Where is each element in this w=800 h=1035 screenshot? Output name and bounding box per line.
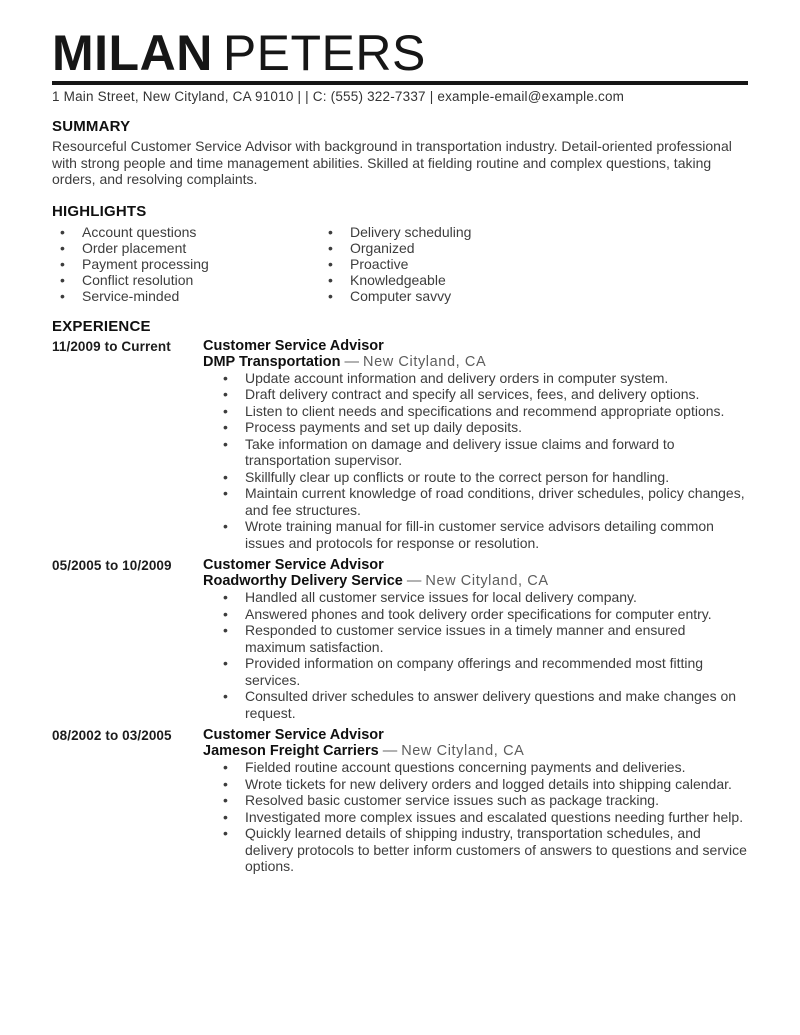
last-name: PETERS (222, 25, 426, 81)
job-bullet: • Skillfully clear up conflicts or route to the correct person for handling. (203, 469, 748, 486)
highlights-column-1 (52, 224, 320, 304)
job-bullets (203, 759, 748, 875)
highlight-item: • Organized (320, 240, 471, 256)
highlight-item: • Delivery scheduling (320, 224, 471, 240)
highlight-item: • Computer savvy (320, 288, 471, 304)
company-location-separator: — (344, 353, 359, 370)
summary-heading: SUMMARY (52, 118, 131, 135)
experience-heading: EXPERIENCE (52, 317, 151, 335)
resume-header (52, 25, 748, 104)
job-company: DMP Transportation (203, 353, 341, 370)
job-location: New Cityland, CA (363, 353, 487, 370)
job-body (203, 727, 748, 875)
job-title: Customer Service Advisor (203, 557, 384, 573)
highlight-item: • Order placement (52, 240, 320, 256)
job-bullet: • Consulted driver schedules to answer delivery questions and make changes on request. (203, 688, 748, 721)
job-location: New Cityland, CA (425, 573, 549, 589)
job-location: New Cityland, CA (401, 743, 525, 759)
job-bullet: • Resolved basic customer service issues such as package tracking. (203, 792, 748, 809)
job-bullet: • Answered phones and took delivery order specifications for computer entry. (203, 606, 748, 623)
job-entry (52, 727, 748, 875)
job-body (203, 338, 748, 552)
highlight-item: • Conflict resolution (52, 272, 320, 288)
highlight-item: • Knowledgeable (320, 272, 471, 288)
job-bullet: • Process payments and set up daily deposits. (203, 419, 748, 436)
company-location-separator: — (406, 573, 422, 589)
experience-section (52, 318, 748, 875)
job-list (52, 338, 748, 875)
highlight-item: • Payment processing (52, 256, 320, 272)
job-bullet: • Update account information and delivery orders in computer system. (203, 370, 748, 387)
name-heading (52, 25, 748, 81)
highlights-section (52, 203, 748, 304)
job-bullet: • Take information on damage and delivery issue claims and forward to transportation supervisor. (203, 436, 748, 469)
header-rule (52, 81, 748, 85)
highlight-item: • Account questions (52, 224, 320, 240)
job-dates: 08/2002 to 03/2005 (52, 728, 172, 743)
job-company-line (203, 743, 748, 759)
job-bullet: • Listen to client needs and specifications and recommend appropriate options. (203, 403, 748, 420)
job-bullet: • Quickly learned details of shipping industry, transportation schedules, and delivery protocols to better inform customers of answers to questions and service options. (203, 825, 748, 875)
job-bullets (203, 589, 748, 721)
job-title: Customer Service Advisor (203, 727, 384, 743)
job-bullets (203, 370, 748, 552)
highlight-item: • Service-minded (52, 288, 320, 304)
job-dates: 05/2005 to 10/2009 (52, 558, 172, 573)
job-company: Jameson Freight Carriers (203, 743, 379, 759)
job-bullet: • Draft delivery contract and specify all services, fees, and delivery options. (203, 386, 748, 403)
company-location-separator: — (382, 743, 398, 759)
job-bullet: • Handled all customer service issues for local delivery company. (203, 589, 748, 606)
job-bullet: • Fielded routine account questions concerning payments and deliveries. (203, 759, 748, 776)
job-entry (52, 557, 748, 721)
job-company: Roadworthy Delivery Service (203, 573, 403, 589)
contact-line: 1 Main Street, New Cityland, CA 91010 | | C: (555) 322-7337 | example-email@example.com (52, 89, 625, 104)
job-bullet: • Wrote training manual for fill-in customer service advisors detailing common issues and protocols for response or resolution. (203, 518, 748, 551)
highlight-item: • Proactive (320, 256, 471, 272)
highlights-heading: HIGHLIGHTS (52, 202, 147, 220)
summary-section (52, 118, 748, 188)
job-company-line (203, 573, 748, 589)
highlights-columns (52, 224, 748, 304)
job-bullet: • Responded to customer service issues in a timely manner and ensured maximum satisfaction. (203, 622, 748, 655)
job-title: Customer Service Advisor (203, 337, 384, 354)
highlights-column-2 (320, 224, 471, 304)
job-bullet: • Maintain current knowledge of road conditions, driver schedules, policy changes, and fee structures. (203, 485, 748, 518)
job-entry (52, 338, 748, 552)
summary-text: Resourceful Customer Service Advisor with background in transportation industry. Detail-oriented professional with strong people and time management abilities. Skilled at fielding routine and complex questions, taking orders, and resolving complaints. (52, 138, 732, 187)
job-body (203, 557, 748, 721)
job-dates: 11/2009 to Current (52, 338, 171, 354)
job-bullet: • Wrote tickets for new delivery orders and logged details into shipping calendar. (203, 776, 748, 793)
job-bullet: • Investigated more complex issues and escalated questions needing further help. (203, 809, 748, 826)
first-name: MILAN (52, 25, 213, 81)
job-company-line (203, 354, 748, 370)
job-bullet: • Provided information on company offerings and recommended most fitting services. (203, 655, 748, 688)
